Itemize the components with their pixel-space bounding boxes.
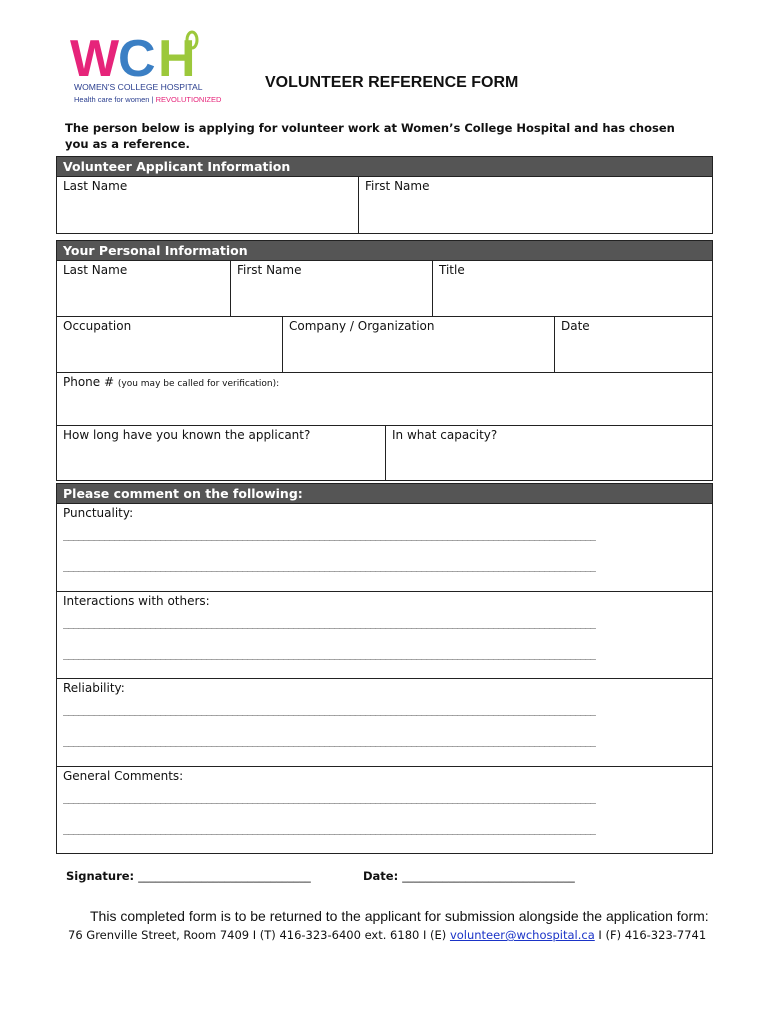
reliability-line-1: ________________________________________________________________________________________________________ xyxy=(63,705,596,716)
contact-address: 76 Grenville Street, Room 7409 I (T) 416-323-6400 ext. 6180 I (E) xyxy=(68,928,447,942)
reliability-block[interactable] xyxy=(57,679,712,767)
personal-date-label: Date xyxy=(561,319,590,333)
logo-letter-c: C xyxy=(118,30,156,88)
applicant-section-header: Volunteer Applicant Information xyxy=(57,157,712,177)
interactions-block[interactable] xyxy=(57,592,712,679)
known-duration-field[interactable] xyxy=(57,426,385,480)
company-label: Company / Organization xyxy=(289,319,435,333)
phone-row xyxy=(57,373,712,426)
applicant-last-name-label: Last Name xyxy=(63,179,128,193)
punctuality-block[interactable] xyxy=(57,504,712,592)
capacity-label: In what capacity? xyxy=(392,428,498,442)
email-link[interactable]: volunteer@wchospital.ca xyxy=(449,928,595,942)
comments-section xyxy=(56,483,713,854)
return-instructions: This completed form is to be returned to the applicant for submission alongside the application form: xyxy=(90,908,709,924)
personal-title-field[interactable] xyxy=(432,261,712,316)
applicant-first-name-field[interactable] xyxy=(358,177,712,233)
wch-logo-graphic xyxy=(70,26,230,108)
general-comments-line-1: ________________________________________________________________________________________________________ xyxy=(63,793,596,804)
applicant-name-row xyxy=(57,177,712,233)
capacity-field[interactable] xyxy=(385,426,712,480)
wch-logo xyxy=(70,26,230,108)
signature-date-line[interactable] xyxy=(363,869,575,883)
signature-line[interactable] xyxy=(66,869,311,883)
applicant-first-name-label: First Name xyxy=(365,179,430,193)
signature-blank: ______________________________ xyxy=(138,869,311,883)
occupation-label: Occupation xyxy=(63,319,132,333)
general-comments-line-2: ________________________________________________________________________________________________________ xyxy=(63,824,596,835)
interactions-line-2: ________________________________________________________________________________________________________ xyxy=(63,649,596,660)
logo-tagline: Health care for women | REVOLUTIONIZED xyxy=(74,95,222,104)
logo-letter-h: H xyxy=(158,30,196,88)
relationship-row xyxy=(57,426,712,480)
phone-note: (you may be called for verification): xyxy=(117,379,280,389)
occupation-field[interactable] xyxy=(57,317,282,372)
interactions-label: Interactions with others: xyxy=(63,594,210,608)
punctuality-label: Punctuality: xyxy=(63,506,134,520)
personal-last-name-label: Last Name xyxy=(63,263,128,277)
reliability-label: Reliability: xyxy=(63,681,125,695)
contact-info xyxy=(68,928,706,942)
personal-name-row xyxy=(57,261,712,317)
logo-letter-w: W xyxy=(70,30,116,88)
general-comments-block[interactable] xyxy=(57,767,712,853)
general-comments-label: General Comments: xyxy=(63,769,184,783)
logo-hospital-name: WOMEN'S COLLEGE HOSPITAL xyxy=(74,82,203,92)
personal-occupation-row xyxy=(57,317,712,373)
interactions-line-1: ________________________________________________________________________________________________________ xyxy=(63,618,596,629)
personal-first-name-label: First Name xyxy=(237,263,302,277)
phone-label: Phone # xyxy=(63,375,115,389)
phone-field[interactable] xyxy=(57,373,712,425)
punctuality-line-1: ________________________________________________________________________________________________________ xyxy=(63,530,596,541)
company-field[interactable] xyxy=(282,317,554,372)
signature-label: Signature: xyxy=(66,869,135,883)
applicant-section xyxy=(56,156,713,234)
signature-date-label: Date: xyxy=(363,869,399,883)
personal-section-header: Your Personal Information xyxy=(57,241,712,261)
comments-section-header: Please comment on the following: xyxy=(57,484,712,504)
intro-text: The person below is applying for volunteer work at Women’s College Hospital and has chosen you as a reference. xyxy=(65,121,675,151)
personal-date-field[interactable] xyxy=(554,317,712,372)
personal-title-label: Title xyxy=(439,263,465,277)
personal-last-name-field[interactable] xyxy=(57,261,230,316)
signature-date-blank: ______________________________ xyxy=(402,869,575,883)
punctuality-line-2: ________________________________________________________________________________________________________ xyxy=(63,561,596,572)
personal-section xyxy=(56,240,713,481)
applicant-last-name-field[interactable] xyxy=(57,177,358,233)
contact-fax: I (F) 416-323-7741 xyxy=(598,928,707,942)
known-duration-label: How long have you known the applicant? xyxy=(63,428,311,442)
reliability-line-2: ________________________________________________________________________________________________________ xyxy=(63,736,596,747)
form-title: VOLUNTEER REFERENCE FORM xyxy=(265,74,519,91)
personal-first-name-field[interactable] xyxy=(230,261,432,316)
